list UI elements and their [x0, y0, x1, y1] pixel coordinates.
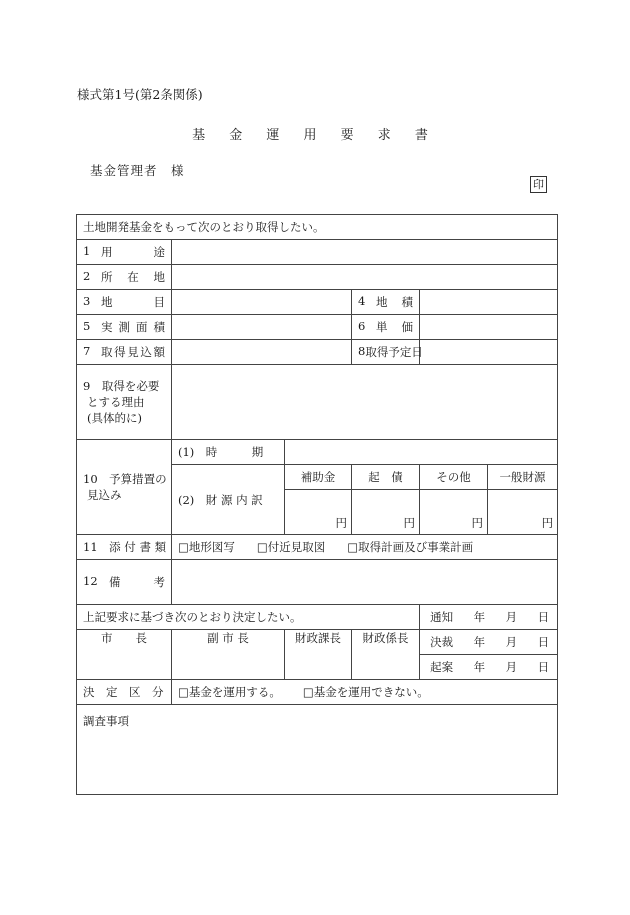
- decision-intro: 上記要求に基づき次のとおり決定したい。: [77, 605, 420, 630]
- request-intro: 土地開発基金をもって次のとおり取得したい。: [77, 215, 558, 240]
- funding-other-header: その他: [420, 465, 488, 490]
- approver-deputy-mayor[interactable]: 副 市 長: [172, 630, 285, 680]
- funding-breakdown-label: (2) 財 源 内 訳: [172, 465, 285, 535]
- reason-label: 9 取得を必要 とする理由 (具体的に): [77, 365, 172, 440]
- addressee: 基金管理者 様: [90, 163, 185, 178]
- budget-timing-field[interactable]: [285, 440, 558, 465]
- funding-other-amount[interactable]: 円: [420, 490, 488, 535]
- notice-date[interactable]: 通知 年 月 日: [420, 605, 558, 630]
- purpose-label: 1 用 途: [77, 240, 172, 265]
- checkbox-operate-fund[interactable]: □基金を運用する。: [178, 685, 281, 699]
- attachments-label: 11 添 付 書 類: [77, 535, 172, 560]
- approver-mayor[interactable]: 市 長: [77, 630, 172, 680]
- form-title: 基 金 運 用 要 求 書: [192, 128, 438, 143]
- remarks-field[interactable]: [172, 560, 558, 605]
- approver-finance-chief[interactable]: 財政係長: [352, 630, 420, 680]
- draft-date[interactable]: 起案 年 月 日: [420, 655, 558, 680]
- purpose-field[interactable]: [172, 240, 558, 265]
- expected-cost-field[interactable]: [172, 340, 352, 365]
- investigation-label: 調査事項: [83, 714, 129, 728]
- budget-timing-label: (1) 時 期: [172, 440, 285, 465]
- checkbox-acquisition-plan[interactable]: □取得計画及び事業計画: [347, 540, 474, 554]
- remarks-label: 12 備 考: [77, 560, 172, 605]
- land-category-field[interactable]: [172, 290, 352, 315]
- planned-date-field[interactable]: [420, 340, 558, 365]
- planned-date-label: 8 取 得 予 定 日: [352, 340, 420, 365]
- funding-subsidy-header: 補助金: [285, 465, 352, 490]
- funding-subsidy-amount[interactable]: 円: [285, 490, 352, 535]
- approval-date[interactable]: 決裁 年 月 日: [420, 630, 558, 655]
- expected-cost-label: 7 取 得 見 込 額: [77, 340, 172, 365]
- reason-field[interactable]: [172, 365, 558, 440]
- land-category-label: 3 地 目: [77, 290, 172, 315]
- funding-bond-header: 起 債: [352, 465, 420, 490]
- budget-label: 10 予算措置の 見込み: [77, 440, 172, 535]
- request-form-table: [76, 214, 558, 795]
- decision-class-options: [172, 680, 558, 705]
- checkbox-cannot-operate-fund[interactable]: □基金を運用できない。: [302, 685, 429, 699]
- investigation-field[interactable]: [77, 705, 558, 795]
- funding-general-header: 一般財源: [488, 465, 558, 490]
- seal-mark: 印: [530, 176, 547, 193]
- measured-area-label: 5 実 測 面 積: [77, 315, 172, 340]
- funding-general-amount[interactable]: 円: [488, 490, 558, 535]
- measured-area-field[interactable]: [172, 315, 352, 340]
- approver-finance-director[interactable]: 財政課長: [285, 630, 352, 680]
- unit-price-label: 6 単 価: [352, 315, 420, 340]
- checkbox-vicinity-map[interactable]: □付近見取図: [256, 540, 326, 554]
- decision-class-label: 決 定 区 分: [77, 680, 172, 705]
- funding-bond-amount[interactable]: 円: [352, 490, 420, 535]
- location-label: 2 所 在 地: [77, 265, 172, 290]
- location-field[interactable]: [172, 265, 558, 290]
- land-area-label: 4 地 積: [352, 290, 420, 315]
- form-number: 様式第1号(第2条関係): [77, 87, 203, 102]
- unit-price-field[interactable]: [420, 315, 558, 340]
- land-area-field[interactable]: [420, 290, 558, 315]
- attachments-options: [172, 535, 558, 560]
- checkbox-topographic-map[interactable]: □地形図写: [178, 540, 235, 554]
